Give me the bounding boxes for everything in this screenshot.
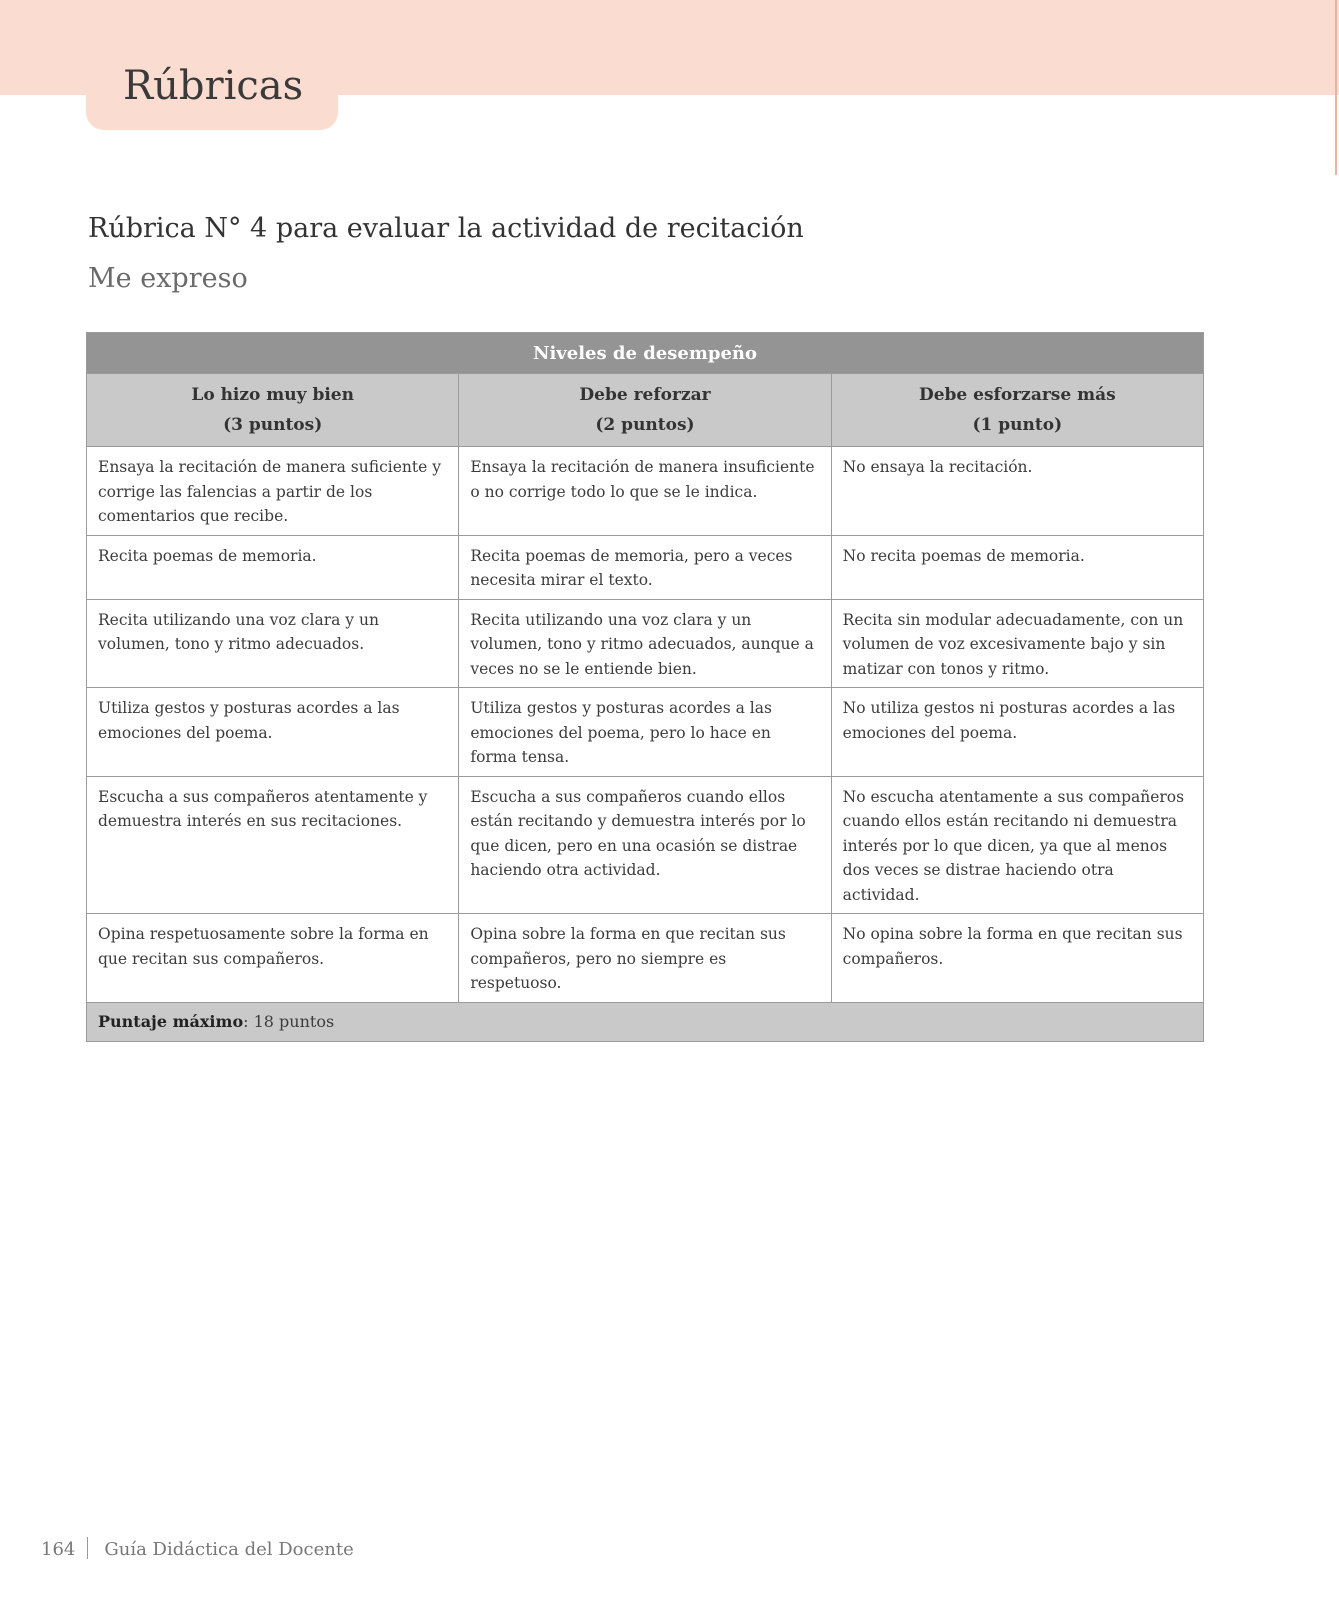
table-cell: Recita sin modular adecuadamente, con un volumen de voz excesivamente bajo y sin matizar con tonos y ritmo.	[831, 599, 1203, 688]
column-points: (3 puntos)	[223, 415, 323, 435]
table-row	[87, 688, 1204, 777]
section-title: Rúbricas	[123, 63, 304, 109]
table-cell: Recita poemas de memoria, pero a veces necesita mirar el texto.	[459, 535, 831, 599]
max-score-value: : 18 puntos	[243, 1012, 335, 1031]
page-edge-mark	[1335, 0, 1337, 175]
column-header-more-effort	[831, 374, 1203, 447]
table-cell: No utiliza gestos ni posturas acordes a las emociones del poema.	[831, 688, 1203, 777]
table-cell: Ensaya la recitación de manera insuficiente o no corrige todo lo que se le indica.	[459, 447, 831, 536]
table-cell: No opina sobre la forma en que recitan sus compañeros.	[831, 914, 1203, 1003]
table-row	[87, 914, 1204, 1003]
table-row	[87, 447, 1204, 536]
table-cell: No ensaya la recitación.	[831, 447, 1203, 536]
table-cell: Escucha a sus compañeros cuando ellos están recitando y demuestra interés por lo que dicen, pero en una ocasión se distrae haciendo otra actividad.	[459, 776, 831, 914]
table-row	[87, 599, 1204, 688]
table-cell: Utiliza gestos y posturas acordes a las emociones del poema, pero lo hace en forma tensa.	[459, 688, 831, 777]
column-label: Lo hizo muy bien	[191, 385, 354, 405]
table-cell: Recita poemas de memoria.	[87, 535, 459, 599]
table-row	[87, 776, 1204, 914]
column-label: Debe esforzarse más	[918, 385, 1116, 405]
table-row	[87, 535, 1204, 599]
column-header-reinforce	[459, 374, 831, 447]
levels-header: Niveles de desempeño	[87, 333, 1204, 374]
max-score-label: Puntaje máximo	[98, 1012, 244, 1031]
table-cell: No recita poemas de memoria.	[831, 535, 1203, 599]
column-label: Debe reforzar	[579, 385, 711, 405]
book-title: Guía Didáctica del Docente	[104, 1539, 354, 1560]
rubric-table	[86, 332, 1204, 1042]
column-header-very-well	[87, 374, 459, 447]
column-points: (2 puntos)	[595, 415, 695, 435]
table-cell: Opina respetuosamente sobre la forma en que recitan sus compañeros.	[87, 914, 459, 1003]
rubric-subtitle: Me expreso	[88, 263, 248, 294]
footer-divider	[87, 1537, 88, 1559]
table-cell: Recita utilizando una voz clara y un volumen, tono y ritmo adecuados.	[87, 599, 459, 688]
rubric-title: Rúbrica N° 4 para evaluar la actividad de recitación	[88, 213, 804, 244]
max-score-cell	[87, 1002, 1204, 1041]
table-cell: No escucha atentamente a sus compañeros cuando ellos están recitando ni demuestra interés por lo que dicen, ya que al menos dos veces se distrae haciendo otra actividad.	[831, 776, 1203, 914]
table-cell: Recita utilizando una voz clara y un volumen, tono y ritmo adecuados, aunque a veces no se le entiende bien.	[459, 599, 831, 688]
page-footer	[41, 1537, 354, 1560]
max-score-row	[87, 1002, 1204, 1041]
column-points: (1 punto)	[972, 415, 1063, 435]
table-cell: Ensaya la recitación de manera suficiente y corrige las falencias a partir de los comentarios que recibe.	[87, 447, 459, 536]
page-number: 164	[41, 1539, 76, 1560]
table-cell: Opina sobre la forma en que recitan sus compañeros, pero no siempre es respetuoso.	[459, 914, 831, 1003]
table-cell: Utiliza gestos y posturas acordes a las emociones del poema.	[87, 688, 459, 777]
table-cell: Escucha a sus compañeros atentamente y demuestra interés en sus recitaciones.	[87, 776, 459, 914]
